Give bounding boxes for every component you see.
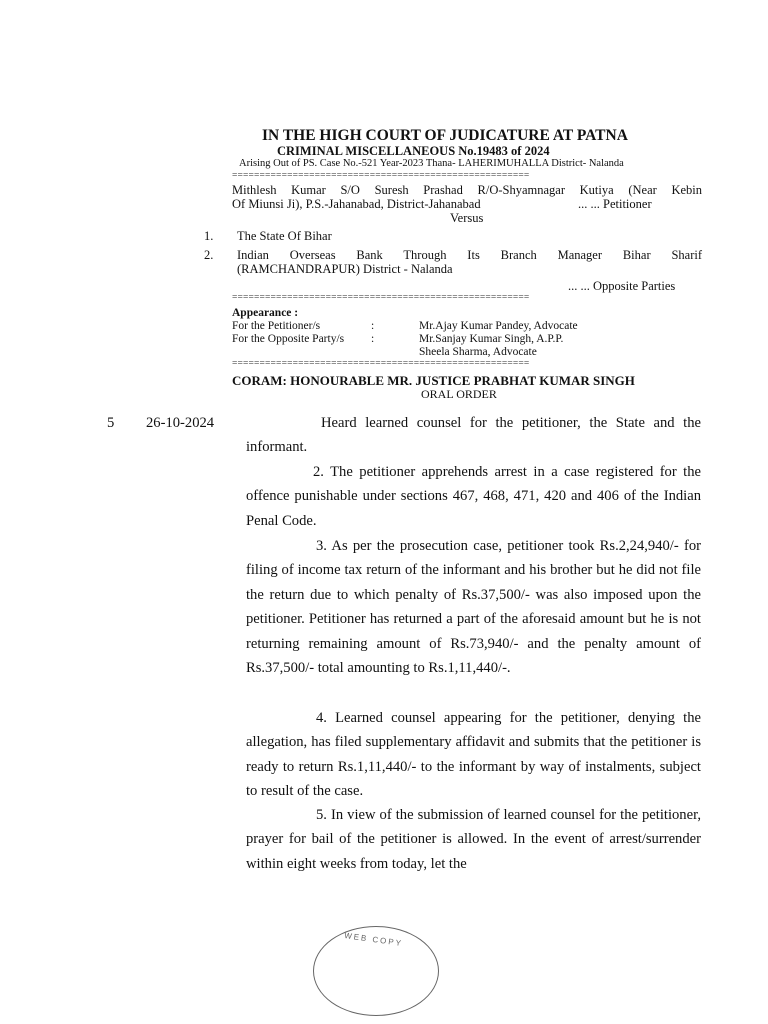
opposite-counsel: Sheela Sharma, Advocate xyxy=(419,346,537,358)
oral-order-heading: ORAL ORDER xyxy=(421,387,497,401)
order-paragraph: 4. Learned counsel appearing for the petitioner, denying the allegation, has filed supplementary affidavit and submits that the petitioner is ready to return Rs.1,11,440/- to the informant by way of instalments, subject to result of the case. xyxy=(246,710,701,800)
stamp-label: WEB COPY xyxy=(343,930,404,949)
order-paragraph: 2. The petitioner apprehends arrest in a case registered for the offence punishable under sections 467, 468, 471, 420 and 406 of the Indian Penal Code. xyxy=(246,464,701,529)
party-address: (RAMCHANDRAPUR) District - Nalanda xyxy=(237,262,453,276)
colon: : xyxy=(371,320,375,332)
party-name: The State Of Bihar xyxy=(237,229,332,243)
separator-line: ====================================================== xyxy=(232,360,530,369)
arising-out-of: Arising Out of PS. Case No.-521 Year-2023 Thana- LAHERIMUHALLA District- Nalanda xyxy=(239,158,624,169)
appearance-heading: Appearance : xyxy=(232,307,299,319)
petitioner-line-1: Mithlesh Kumar S/O Suresh Prashad R/O-Shyamnagar Kutiya (Near Kebin xyxy=(232,183,702,197)
party-number: 2. xyxy=(204,248,214,262)
court-title: IN THE HIGH COURT OF JUDICATURE AT PATNA xyxy=(262,127,628,144)
case-number: CRIMINAL MISCELLANEOUS No.19483 of 2024 xyxy=(277,144,550,158)
petitioner-line-2: Of Miunsi Ji), P.S.-Jahanabad, District-Jahanabad xyxy=(232,197,481,211)
petitioner-role: ... ... Petitioner xyxy=(578,197,652,211)
order-paragraph: 5. In view of the submission of learned counsel for the petitioner, prayer for bail of the petitioner is allowed. In the event of arrest/surrender within eight weeks from today, let the xyxy=(246,807,701,872)
order-serial: 5 xyxy=(107,415,115,431)
order-date: 26-10-2024 xyxy=(146,415,215,431)
order-paragraph: 3. As per the prosecution case, petitioner took Rs.2,24,940/- for filing of income tax return of the informant and his brother but he did not file the return due to which penalty of Rs.37,500/- was also imposed upon the petitioner. Petitioner has returned a part of the aforesaid amount but he is not returning remaining amount of Rs.73,940/- and the penalty amount of Rs.37,500/- total amounting to Rs.1,11,440/-. xyxy=(246,538,701,677)
colon: : xyxy=(371,333,375,345)
separator-line: ====================================================== xyxy=(232,172,530,181)
opposite-label: For the Opposite Party/s xyxy=(232,333,345,345)
web-copy-stamp xyxy=(313,926,439,1016)
petitioner-counsel: Mr.Ajay Kumar Pandey, Advocate xyxy=(419,320,578,332)
order-paragraph: Heard learned counsel for the petitioner, the State and the informant. xyxy=(246,415,701,456)
opposite-counsel: Mr.Sanjay Kumar Singh, A.P.P. xyxy=(419,333,564,345)
versus-label: Versus xyxy=(450,211,484,225)
party-number: 1. xyxy=(204,229,214,243)
petitioner-label: For the Petitioner/s xyxy=(232,320,321,332)
party-name: Indian Overseas Bank Through Its Branch Manager Bihar Sharif xyxy=(237,248,702,262)
opposite-role: ... ... Opposite Parties xyxy=(568,279,676,293)
coram-line: CORAM: HONOURABLE MR. JUSTICE PRABHAT KUMAR SINGH xyxy=(232,373,635,388)
separator-line: ====================================================== xyxy=(232,294,530,303)
